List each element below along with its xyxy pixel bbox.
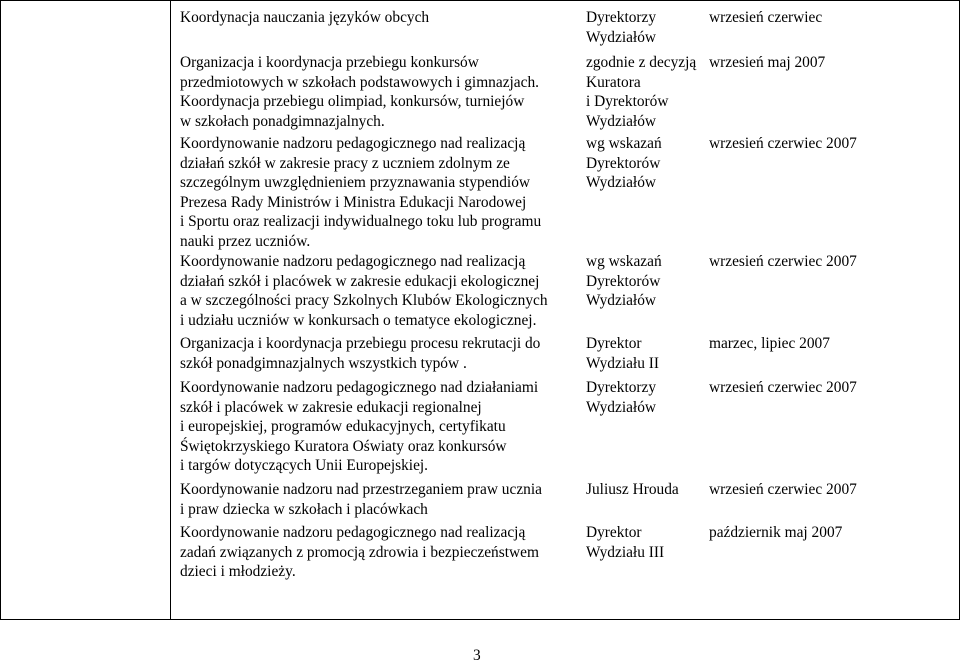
- task-cell: Organizacja i koordynacja przebiegu konkursów przedmiotowych w szkołach podstawowych i gimnazjach. Koordynacja przebiegu olimpiad, konkursów, turniejów w szkołach ponadgimnazjalnych.: [180, 54, 540, 130]
- responsible-cell: Dyrektorzy Wydziałów: [586, 9, 657, 46]
- responsible-cell: Dyrektor Wydziału III: [586, 524, 665, 561]
- responsible-cell: Dyrektorzy Wydziałów: [586, 379, 657, 416]
- deadline-cell: wrzesień czerwiec 2007: [709, 135, 857, 152]
- page-number: 3: [473, 647, 481, 664]
- deadline-cell: wrzesień czerwiec 2007: [709, 379, 857, 396]
- deadline-cell: październik maj 2007: [709, 524, 843, 541]
- task-cell: Koordynowanie nadzoru pedagogicznego nad realizacją działań szkół w zakresie pracy z uczniem zdolnym ze szczególnym uwzględnieniem przyznawania stypendiów Prezesa Rady Ministrów i Ministra Edukacji Narodowej i Sportu oraz realizacji indywidualnego toku lub programu nauki przez uczniów.: [180, 135, 542, 250]
- responsible-cell: Dyrektor Wydziału II: [586, 335, 659, 372]
- deadline-cell: wrzesień czerwiec: [709, 9, 823, 26]
- deadline-cell: marzec, lipiec 2007: [709, 335, 830, 352]
- responsible-cell: wg wskazań Dyrektorów Wydziałów: [586, 253, 662, 310]
- task-cell: Koordynacja nauczania języków obcych: [180, 9, 430, 26]
- task-cell: Koordynowanie nadzoru pedagogicznego nad działaniami szkół i placówek w zakresie edukacji regionalnej i europejskiej, programów edukacyjnych, certyfikatu Świętokrzyskiego Kuratora Oświaty oraz konkursów i targów dotyczących Unii Europejskiej.: [180, 379, 539, 475]
- task-cell: Koordynowanie nadzoru nad przestrzeganiem praw ucznia i praw dziecka w szkołach i placówkach: [180, 481, 542, 518]
- responsible-cell: zgodnie z decyzją Kuratora i Dyrektorów Wydziałów: [586, 54, 697, 130]
- table-border-top: [0, 0, 960, 1]
- task-cell: Koordynowanie nadzoru pedagogicznego nad realizacją zadań związanych z promocją zdrowia i bezpieczeństwem dzieci i młodzieży.: [180, 524, 539, 581]
- responsible-cell: Juliusz Hrouda: [586, 481, 679, 498]
- task-cell: Koordynowanie nadzoru pedagogicznego nad realizacją działań szkół i placówek w zakresie edukacji ekologicznej a w szczególności pracy Szkolnych Klubów Ekologicznych i udziału uczniów w konkursach o tematyce ekologicznej.: [180, 253, 548, 329]
- deadline-cell: wrzesień maj 2007: [709, 54, 826, 71]
- deadline-cell: wrzesień czerwiec 2007: [709, 253, 857, 270]
- task-cell: Organizacja i koordynacja przebiegu procesu rekrutacji do szkół ponadgimnazjalnych wszystkich typów .: [180, 335, 541, 372]
- deadline-cell: wrzesień czerwiec 2007: [709, 481, 857, 498]
- responsible-cell: wg wskazań Dyrektorów Wydziałów: [586, 135, 662, 192]
- table-border-left: [0, 0, 1, 620]
- table-border-bottom: [0, 619, 960, 620]
- column-divider: [170, 0, 171, 620]
